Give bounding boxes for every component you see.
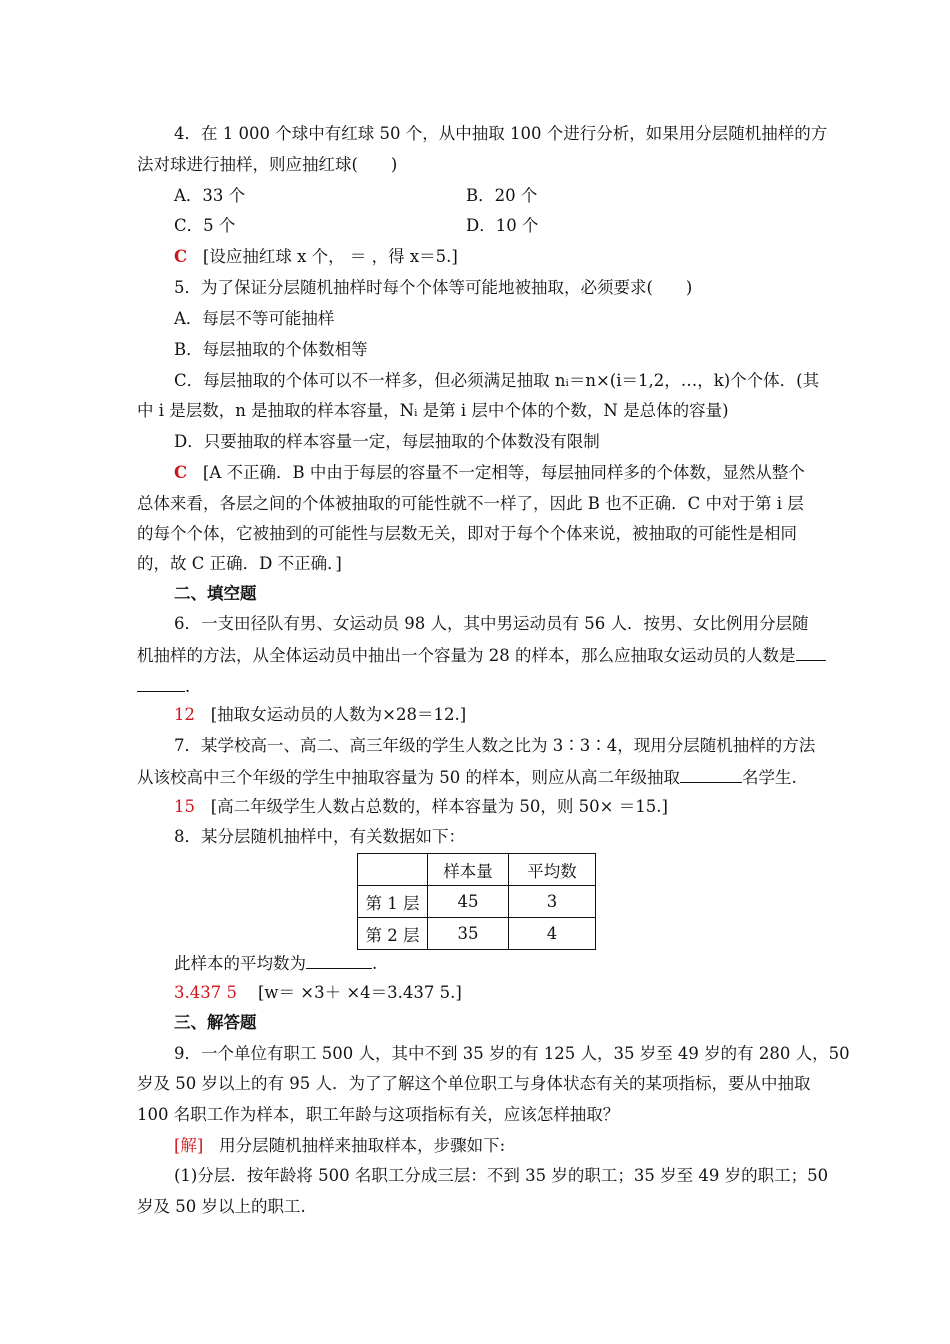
q5-option-d: D．只要抽取的样本容量一定，每层抽取的个体数没有限制 bbox=[174, 432, 600, 451]
q7-answer-line bbox=[174, 796, 668, 818]
q5-line1: 5．为了保证分层随机抽样时每个个体等可能地被抽取，必须要求( ) bbox=[174, 278, 693, 297]
table-row bbox=[358, 918, 596, 950]
q5-explanation-4: 的，故 C 正确．D 不正确．] bbox=[137, 554, 342, 573]
q8-data-table bbox=[357, 853, 596, 950]
q4-answer-line bbox=[174, 246, 458, 268]
table-header-cell bbox=[358, 854, 428, 886]
q5-explanation-1: [A 不正确．B 中由于每层的容量不一定相等，每层抽同样多的个体数，显然从整个 bbox=[202, 463, 805, 482]
q8-line1: 8．某分层随机抽样中，有关数据如下： bbox=[174, 827, 465, 846]
q5-option-b: B．每层抽取的个体数相等 bbox=[174, 340, 368, 359]
q8-explanation: [w＝ ×3＋ ×4＝3.437 5.] bbox=[257, 983, 462, 1002]
q4-line1: 4．在 1 000 个球中有红球 50 个，从中抽取 100 个进行分析，如果用分层随机抽样的方 bbox=[174, 124, 828, 143]
q6-line3 bbox=[137, 675, 190, 698]
table-cell: 35 bbox=[428, 918, 509, 950]
q7-line2-text: 从该校高中三个年级的学生中抽取容量为 50 的样本，则应从高二年级抽取 bbox=[137, 768, 680, 787]
q7-answer: 15 bbox=[174, 797, 195, 816]
q7-blank bbox=[680, 766, 742, 783]
q7-line2 bbox=[137, 766, 797, 789]
section-solution-heading: 三、解答题 bbox=[174, 1013, 257, 1032]
table-cell: 4 bbox=[509, 918, 596, 950]
q8-line2-end: . bbox=[372, 954, 378, 973]
table-cell: 第 1 层 bbox=[358, 886, 428, 918]
q6-line3-end: . bbox=[185, 677, 191, 696]
q5-answer-line bbox=[174, 462, 805, 484]
q9-line3: 100 名职工作为样本，职工年龄与这项指标有关，应该怎样抽取？ bbox=[137, 1105, 620, 1124]
q9-answer-text: 用分层随机抽样来抽取样本，步骤如下: bbox=[219, 1136, 506, 1155]
table-header-cell: 平均数 bbox=[509, 854, 596, 886]
q6-answer: 12 bbox=[174, 705, 195, 724]
q4-option-c: C．5 个 bbox=[174, 216, 236, 235]
q5-option-a: A．每层不等可能抽样 bbox=[174, 309, 335, 328]
table-row bbox=[358, 886, 596, 918]
q8-answer-line bbox=[174, 982, 462, 1004]
q6-line2: 机抽样的方法，从全体运动员中抽出一个容量为 28 的样本，那么应抽取女运动员的人数是 bbox=[137, 646, 796, 665]
table-cell: 第 2 层 bbox=[358, 918, 428, 950]
q9-answer-label: [解] bbox=[174, 1136, 204, 1155]
table-header-row bbox=[358, 854, 596, 886]
q6-line1: 6．一支田径队有男、女运动员 98 人，其中男运动员有 56 人．按男、女比例用分层随 bbox=[174, 614, 809, 633]
q5-answer: C bbox=[174, 463, 188, 482]
q5-option-c-line2: 中 i 是层数，n 是抽取的样本容量，Nᵢ 是第 i 层中个体的个数，N 是总体的容量) bbox=[137, 401, 729, 420]
q4-line2: 法对球进行抽样，则应抽红球( ) bbox=[137, 155, 398, 174]
q5-explanation-3: 的每个个体，它被抽到的可能性与层数无关，即对于每个个体来说，被抽取的可能性是相同 bbox=[137, 524, 797, 543]
q9-line1: 9．一个单位有职工 500 人，其中不到 35 岁的有 125 人，35 岁至 49 岁的有 280 人，50 bbox=[174, 1044, 850, 1063]
q7-line2-end: 名学生. bbox=[742, 768, 797, 787]
q8-line2-text: 此样本的平均数为 bbox=[174, 954, 306, 973]
q6-blank-part2 bbox=[137, 675, 185, 692]
q4-option-d: D．10 个 bbox=[466, 216, 539, 235]
table-cell: 3 bbox=[509, 886, 596, 918]
q4-answer: C bbox=[174, 247, 188, 266]
q6-explanation: [抽取女运动员的人数为×28＝12.] bbox=[210, 705, 467, 724]
section-fill-in-blank-heading: 二、填空题 bbox=[174, 584, 257, 603]
q5-explanation-2: 总体来看，各层之间的个体被抽取的可能性就不一样了，因此 B 也不正确．C 中对于第 i 层 bbox=[137, 494, 804, 513]
q4-explanation: [设应抽红球 x 个， ＝ ，得 x＝5.] bbox=[202, 247, 458, 266]
q6-answer-line bbox=[174, 704, 466, 726]
q7-explanation: [高二年级学生人数占总数的，样本容量为 50，则 50× ＝15.] bbox=[210, 797, 668, 816]
q9-step1-line1: (1)分层．按年龄将 500 名职工分成三层：不到 35 岁的职工；35 岁至 49 岁的职工；50 bbox=[174, 1166, 829, 1185]
q5-option-c-line1: C．每层抽取的个体可以不一样多，但必须满足抽取 nᵢ＝n×(i＝1,2，…，k)个个体．(其 bbox=[174, 371, 820, 390]
q4-option-b: B．20 个 bbox=[466, 186, 538, 205]
table-cell: 45 bbox=[428, 886, 509, 918]
q4-option-a: A．33 个 bbox=[174, 186, 246, 205]
q7-line1: 7．某学校高一、高二、高三年级的学生人数之比为 3∶3∶4，现用分层随机抽样的方法 bbox=[174, 736, 816, 755]
q6-line2-wrap bbox=[137, 644, 826, 667]
q8-blank bbox=[306, 952, 372, 969]
q8-answer: 3.437 5 bbox=[174, 983, 237, 1002]
q9-answer-line bbox=[174, 1135, 505, 1157]
q6-blank-part1 bbox=[796, 644, 826, 661]
table-header-cell: 样本量 bbox=[428, 854, 509, 886]
q9-line2: 岁及 50 岁以上的有 95 人．为了了解这个单位职工与身体状态有关的某项指标，要从中抽取 bbox=[137, 1074, 811, 1093]
q8-line2 bbox=[174, 952, 377, 975]
q9-step1-line2: 岁及 50 岁以上的职工. bbox=[137, 1197, 306, 1216]
